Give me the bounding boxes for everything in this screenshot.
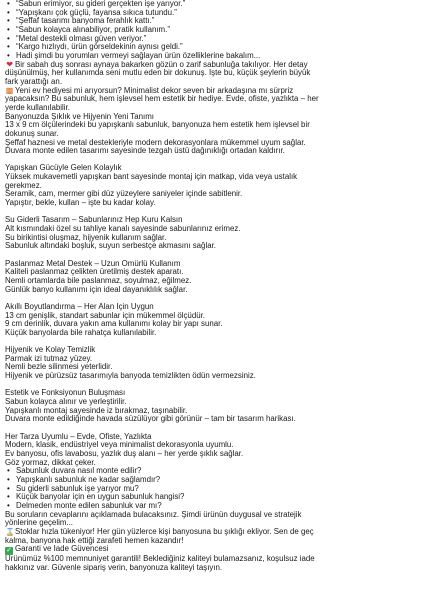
section-line: Yapışkanlı montaj sayesinde iz bırakmaz, taşınabilir.	[5, 406, 188, 415]
faq-item: • Küçük banyolar için en uygun sabunluk hangisi?	[5, 493, 420, 502]
section-line: Kaliteli paslanmaz çelikten üretilmiş destek aparatı.	[5, 268, 184, 277]
section-adhesive	[5, 164, 420, 207]
section-line: Sabun kolayca alınır ve yerleştirilir.	[5, 398, 127, 407]
review-item: • “Yapışkanı çok güçlü, fayansa sıkıca tutundu.”	[5, 9, 420, 18]
section-line: Sabunluk altındaki boşluk, suyun serbestçe akmasını sağlar.	[5, 242, 216, 251]
intro-emotional	[5, 61, 420, 156]
section-line: Modern, klasik, endüstriyel veya minimalist dekorasyonla uyumlu.	[5, 441, 234, 450]
section-line: Seramik, cam, mermer gibi düz yüzeylere saniyeler içinde sabitlenir.	[5, 190, 243, 199]
section-title: Estetik ve Fonksiyonun Buluşması	[5, 389, 126, 398]
faq-list	[5, 467, 420, 510]
review-item: • “Metal destekli olması güven veriyor.”	[5, 35, 420, 44]
intro-line: fark yarattığı an.	[5, 77, 63, 86]
section-style	[5, 433, 420, 468]
intro-line: düşünülmüş, her kullanımda seni mutlu eden bir dokunuş. İşte bu, küçük şeylerin büyük	[5, 69, 311, 78]
section-line: Hijyenik ve pürüzsüz tasarımıyla banyoda temizlikten ödün vermezsiniz.	[5, 372, 256, 381]
section-line: Yüksek mukavemetli yapışkan bant sayesinde montaj için matkap, vida veya ustalık	[5, 173, 298, 182]
section-metal	[5, 260, 420, 295]
section-size	[5, 303, 420, 338]
section-aesthetic	[5, 389, 420, 424]
guarantee-title: Garanti ve İade Güvencesi	[15, 545, 109, 554]
faq-item: • Su giderli sabunluk işe yarıyor mu?	[5, 485, 420, 494]
intro-line: yapacaksın? Bu sabunluk, hem işlevsel hem estetik bir hediye. Evde, ofiste, yazlıkta – her	[5, 95, 319, 104]
stock-line: Stoklar hızla tükeniyor! Her gün yüzlerce kişi banyosuna bu şıklığı ekliyor. Sen de geç	[15, 527, 314, 536]
section-line: Alt kısmındaki özel su tahliye kanalı sayesinde sabunlarınız erimez.	[5, 225, 241, 234]
closing-line: yönlerine geçelim...	[5, 519, 73, 528]
intro-line: yerde kullanılabilir.	[5, 103, 70, 112]
section-line: gerekmez.	[5, 181, 42, 190]
section-title: Su Giderli Tasarım – Sabunlarınız Hep Kuru Kalsın	[5, 216, 183, 225]
green-check-icon: ✓	[6, 547, 12, 555]
section-drain	[5, 216, 420, 251]
faq-item: • Sabunluk duvara nasıl monte edilir?	[5, 467, 420, 476]
closing	[5, 511, 420, 573]
desc-heading: Banyonuzda Şıklık ve Hijyenin Yeni Tanımı	[5, 112, 154, 121]
intro-line: Bir sabah duş sonrası aynaya bakarken gözün o zarif sabunluğa takılıyor. Her detay	[15, 60, 308, 69]
review-list	[5, 0, 420, 61]
review-transition: • Hadi şimdi bu yorumları vermeyi sağlayan ürün özelliklerine bakalım...	[5, 52, 420, 61]
closing-line: Bu soruların cevaplarını açıklamada bulacaksınız. Şimdi ürünün duygusal ve stratejik	[5, 510, 302, 519]
section-title: Hijyenik ve Kolay Temizlik	[5, 346, 96, 355]
guarantee-line: Ürünümüz %100 memnuniyet garantili! Beklediğiniz kaliteyi bulamazsanız, koşulsuz iade	[5, 555, 315, 564]
guarantee-line: hakkınız var. Güvenle sipariş verin, banyonuza kaliteyi taşıyın.	[5, 563, 223, 572]
review-item: • “Şeffaf tasarımı banyoma ferahlık kattı.”	[5, 17, 420, 26]
faq-item: • Delmeden monte edilen sabunluk var mı?	[5, 502, 420, 511]
section-line: Günlük banyo kullanımı için ideal dayanıklılık sağlar.	[5, 285, 188, 294]
section-line: Parmak izi tutmaz yüzey.	[5, 354, 93, 363]
section-title: Akıllı Boyutlandırma – Her Alan İçin Uygun	[5, 302, 154, 311]
section-title: Her Tarza Uyumlu – Evde, Ofiste, Yazlıkta	[5, 432, 152, 441]
section-line: Nemli ortamlarda bile paslanmaz, soyulmaz, eğilmez.	[5, 276, 192, 285]
section-hygiene	[5, 346, 420, 381]
gift-icon: ▩	[5, 86, 14, 95]
hourglass-icon: ⌛	[5, 527, 15, 536]
stock-line: kalma, banyona hak ettiği zarafeti hemen kazandır!	[5, 536, 184, 545]
faq-item: • Yapışkanlı sabunluk ne kadar sağlamdır?	[5, 476, 420, 485]
desc-line: 13 x 9 cm ölçülerindeki bu yapışkanlı sabunluk, banyonuza hem estetik hem işlevsel bir	[5, 121, 310, 130]
review-item: • “Sabun erimiyor, su gideri gerçekten işe yarıyor.”	[5, 0, 420, 9]
section-line: Göz yormaz, dikkat çeker.	[5, 458, 96, 467]
section-line: Küçük banyolarda bile rahatça kullanılabilir.	[5, 328, 157, 337]
section-title: Yapışkan Gücüyle Gelen Kolaylık	[5, 164, 122, 173]
intro-line: Yeni ev hediyesi mi arıyorsun? Minimalist dekor seven bir arkadaşına mı sürpriz	[15, 86, 294, 95]
section-line: 9 cm derinlik, duvara yakın ama kullanımı kolay bir yapı sunar.	[5, 320, 223, 329]
section-line: Nemli bezle silinmesi yeterlidir.	[5, 363, 113, 372]
review-item: • “Sabun kolayca alınabiliyor, pratik kullanım.”	[5, 26, 420, 35]
section-line: 13 cm genişlik, standart sabunlar için mükemmel ölçüdür.	[5, 311, 205, 320]
red-heart-icon: ❤	[6, 60, 13, 69]
section-line: Yapıştır, bekle, kullan – işte bu kadar kolay.	[5, 199, 156, 208]
review-item: • “Kargo hızlıydı, ürün görseldekinin aynısı geldi.”	[5, 43, 420, 52]
desc-line: Şeffaf haznesi ve metal destekleriyle modern dekorasyonlara mükemmel uyum sağlar.	[5, 138, 306, 147]
section-line: Su birikintisi oluşmaz, hijyenik kullanım sağlar.	[5, 233, 167, 242]
section-line: Duvara monte edildiğinde havada süzülüyor gibi görünür – tam bir tasarım harikası.	[5, 415, 296, 424]
desc-line: dokunuş sunar.	[5, 129, 59, 138]
section-line: Ev banyosu, ofis lavabosu, yazlık duş alanı – her yerde şıklık sağlar.	[5, 450, 244, 459]
section-title: Paslanmaz Metal Destek – Uzun Ömürlü Kullanım	[5, 259, 181, 268]
desc-line: Duvara monte edilen tasarımı sayesinde tezgah üstü dağınıklığı ortadan kaldırır.	[5, 147, 285, 156]
